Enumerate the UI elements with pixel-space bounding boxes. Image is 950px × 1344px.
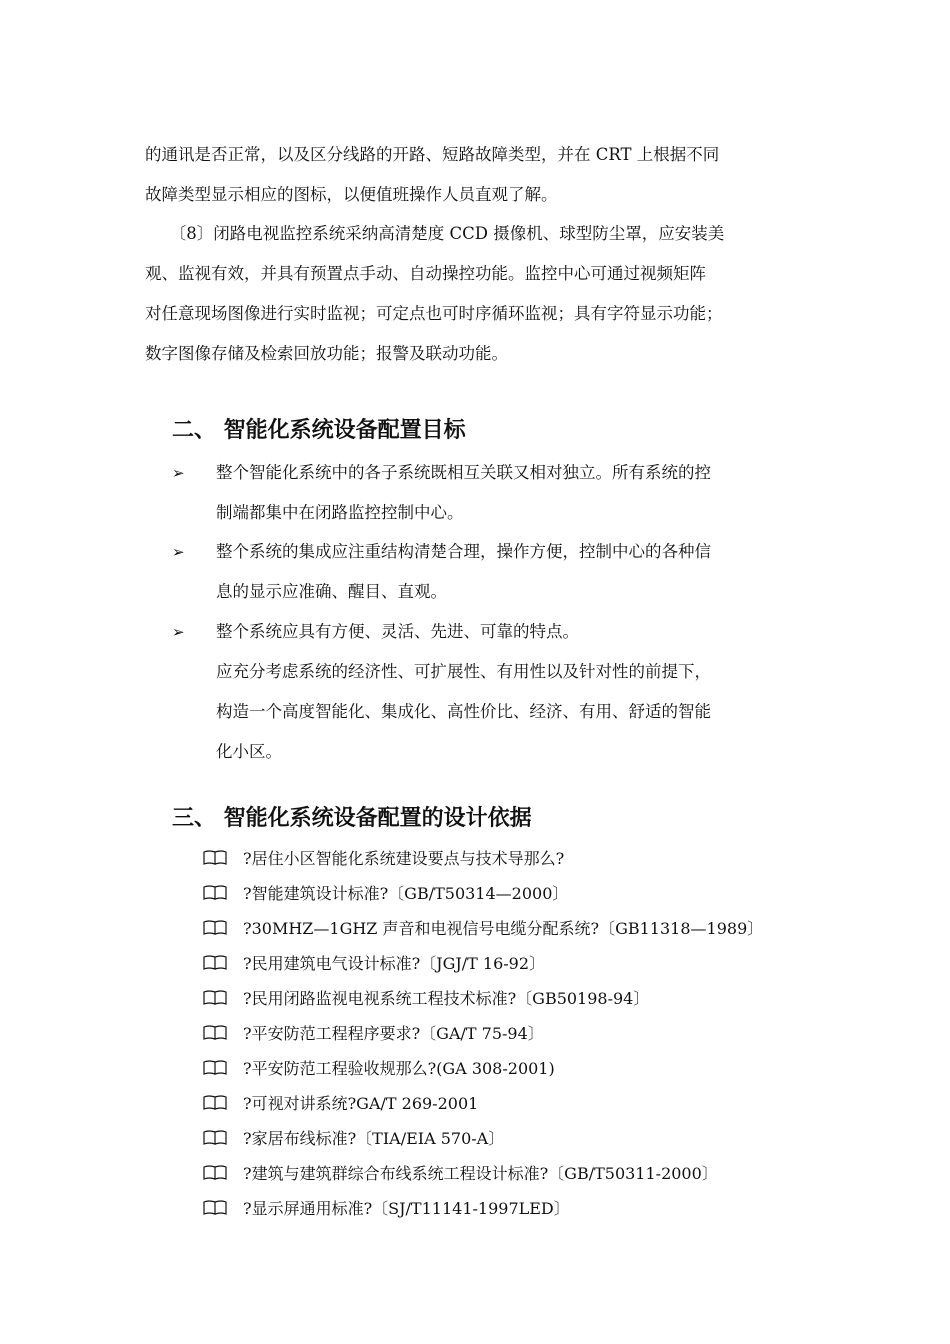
reference-item bbox=[203, 876, 568, 911]
open-book-icon bbox=[203, 990, 227, 1006]
open-book-icon bbox=[203, 1025, 227, 1041]
bullet-line: 整个系统应具有方便、灵活、先进、可靠的特点。 bbox=[216, 622, 579, 641]
reference-text: ?30MHZ—1GHZ 声音和电视信号电缆分配系统?〔GB11318—1989〕 bbox=[243, 919, 764, 938]
bullet-item bbox=[172, 453, 832, 533]
reference-text: ?民用闭路监视电视系统工程技术标准?〔GB50198-94〕 bbox=[243, 989, 650, 1008]
open-book-icon bbox=[203, 885, 227, 901]
bullet-line: 化小区。 bbox=[216, 742, 282, 761]
open-book-icon bbox=[203, 1060, 227, 1076]
reference-item bbox=[203, 841, 564, 876]
arrow-bullet-icon: ➢ bbox=[172, 623, 185, 641]
reference-text: ?民用建筑电气设计标准?〔JGJ/T 16-92〕 bbox=[243, 954, 546, 973]
bullet-line: 构造一个高度智能化、集成化、高性价比、经济、有用、舒适的智能 bbox=[216, 702, 711, 721]
reference-item bbox=[203, 1086, 478, 1121]
arrow-bullet-icon: ➢ bbox=[172, 543, 185, 561]
section-2-heading: 二、 智能化系统设备配置目标 bbox=[172, 418, 466, 443]
reference-text: ?家居布线标准?〔TIA/EIA 570-A〕 bbox=[243, 1129, 505, 1148]
paragraph-line: 〔8〕闭路电视监控系统采纳高清楚度 CCD 摄像机、球型防尘罩，应安装美 bbox=[145, 224, 725, 243]
open-book-icon bbox=[203, 850, 227, 866]
bullet-item bbox=[172, 612, 832, 772]
section-3-heading: 三、 智能化系统设备配置的设计依据 bbox=[172, 806, 532, 831]
reference-item bbox=[203, 911, 763, 946]
bullet-line: 息的显示应准确、醒目、直观。 bbox=[216, 582, 447, 601]
open-book-icon bbox=[203, 920, 227, 936]
open-book-icon bbox=[203, 955, 227, 971]
bullet-line: 应充分考虑系统的经济性、可扩展性、有用性以及针对性的前提下， bbox=[216, 662, 711, 681]
reference-text: ?可视对讲系统?GA/T 269-2001 bbox=[243, 1094, 479, 1113]
open-book-icon bbox=[203, 1165, 227, 1181]
reference-text: ?平安防范工程验收规那么?(GA 308-2001) bbox=[243, 1059, 555, 1078]
open-book-icon bbox=[203, 1200, 227, 1216]
reference-text: ?平安防范工程程序要求?〔GA/T 75-94〕 bbox=[243, 1024, 544, 1043]
reference-item bbox=[203, 1121, 504, 1156]
bullet-line: 整个系统的集成应注重结构清楚合理，操作方便，控制中心的各种信 bbox=[216, 542, 711, 561]
paragraph-line: 数字图像存储及检索回放功能；报警及联动功能。 bbox=[145, 344, 508, 363]
reference-item bbox=[203, 1156, 718, 1191]
bullet-line: 制端都集中在闭路监控控制中心。 bbox=[216, 503, 464, 522]
reference-text: ?显示屏通用标准?〔SJ/T11141-1997LED〕 bbox=[243, 1199, 570, 1218]
open-book-icon bbox=[203, 1130, 227, 1146]
cctv-paragraph bbox=[145, 214, 825, 374]
reference-item bbox=[203, 1191, 570, 1226]
paragraph-line: 对任意现场图像进行实时监视；可定点也可时序循环监视；具有字符显示功能； bbox=[145, 304, 723, 323]
paragraph-line: 的通讯是否正常，以及区分线路的开路、短路故障类型，并在 CRT 上根据不同 bbox=[145, 145, 720, 164]
reference-item bbox=[203, 1051, 555, 1086]
reference-item bbox=[203, 946, 545, 981]
intro-paragraph bbox=[145, 135, 825, 215]
open-book-icon bbox=[203, 1095, 227, 1111]
paragraph-line: 故障类型显示相应的图标，以便值班操作人员直观了解。 bbox=[145, 185, 558, 204]
paragraph-line: 观、监视有效，并具有预置点手动、自动操控功能。监控中心可通过视频矩阵 bbox=[145, 264, 706, 283]
reference-text: ?智能建筑设计标准?〔GB/T50314—2000〕 bbox=[243, 884, 569, 903]
bullet-item bbox=[172, 532, 832, 612]
reference-item bbox=[203, 1016, 544, 1051]
reference-item bbox=[203, 981, 649, 1016]
arrow-bullet-icon: ➢ bbox=[172, 464, 185, 482]
reference-text: ?居住小区智能化系统建设要点与技术导那么? bbox=[243, 849, 565, 868]
reference-text: ?建筑与建筑群综合布线系统工程设计标准?〔GB/T50311-2000〕 bbox=[243, 1164, 718, 1183]
bullet-line: 整个智能化系统中的各子系统既相互关联又相对独立。所有系统的控 bbox=[216, 463, 711, 482]
